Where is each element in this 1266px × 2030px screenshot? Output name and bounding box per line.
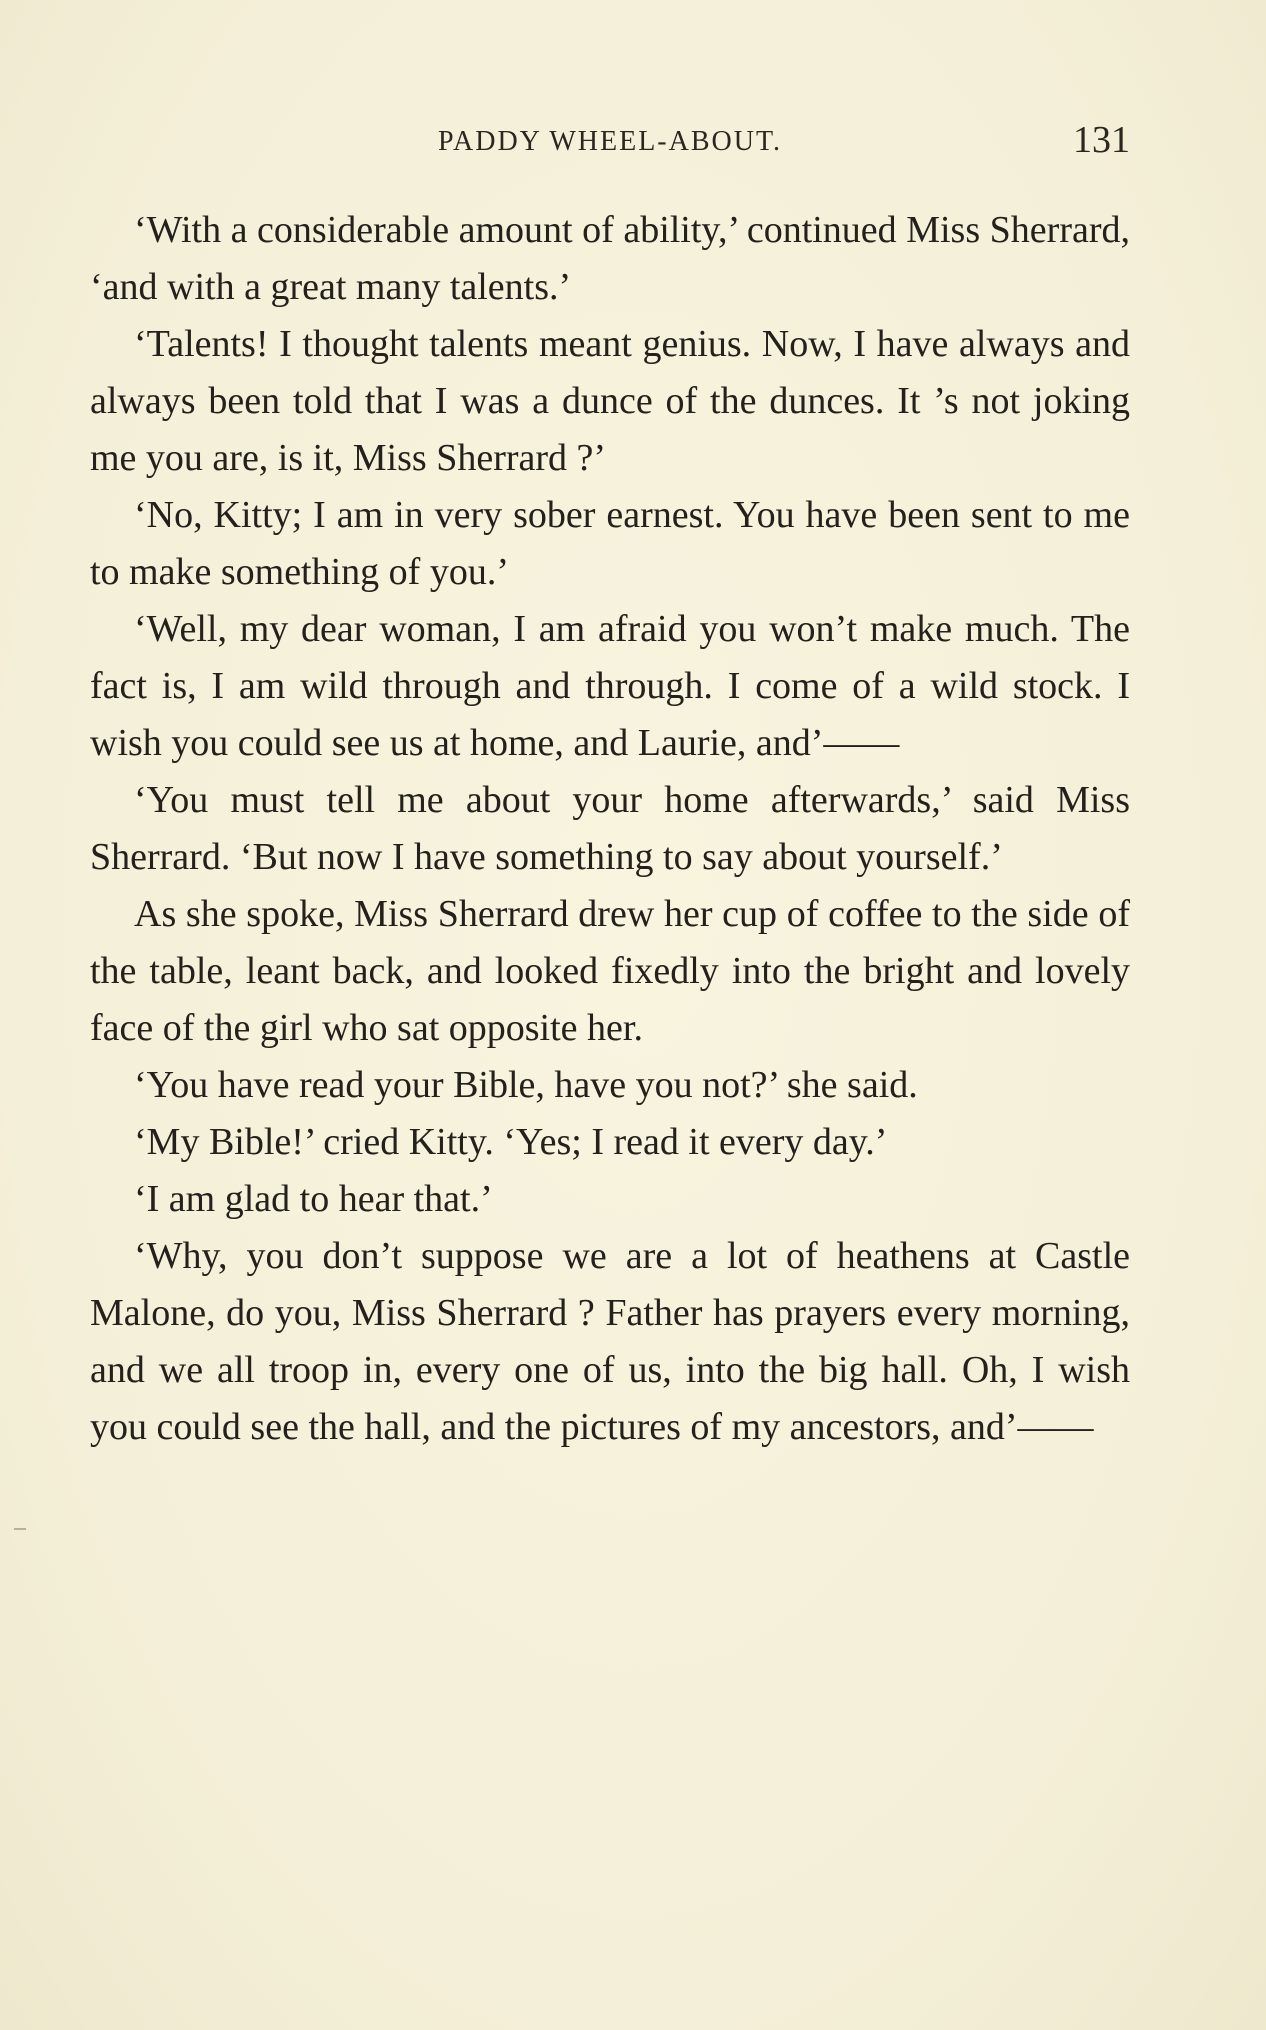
paragraph: ‘Talents! I thought talents meant genius. Now, I have always and always been told that I was a dunce of the dunces. It ’s not joking me you are, is it, Miss Sherrard ?’ (90, 323, 1130, 479)
paragraph: ‘I am glad to hear that.’ (134, 1178, 493, 1220)
paragraph: ‘Why, you don’t suppose we are a lot of heathens at Castle Malone, do you, Miss Sherrard ? Father has prayers every morning, and we all troop in, every one of us, into the big hall. Oh, I wish you could see the hall, and the pictures of my ancestors, and’—— (90, 1235, 1130, 1448)
paragraph: ‘With a considerable amount of ability,’ continued Miss Sherrard, ‘and with a great many talents.’ (90, 209, 1130, 308)
paragraph: ‘My Bible!’ cried Kitty. ‘Yes; I read it every day.’ (134, 1121, 888, 1163)
paragraph: ‘You have read your Bible, have you not?’ she said. (134, 1064, 918, 1106)
running-title: PADDY WHEEL-ABOUT. (438, 126, 782, 157)
page-number: 131 (1073, 119, 1130, 161)
body-text (90, 202, 1130, 1456)
paragraph: ‘You must tell me about your home afterwards,’ said Miss Sherrard. ‘But now I have something to say about yourself.’ (90, 779, 1130, 878)
paragraph: As she spoke, Miss Sherrard drew her cup of coffee to the side of the table, leant back, and looked fixedly into the bright and lovely face of the girl who sat opposite her. (90, 893, 1130, 1049)
running-head (90, 118, 1130, 168)
paragraph: ‘Well, my dear woman, I am afraid you won’t make much. The fact is, I am wild through and through. I come of a wild stock. I wish you could see us at home, and Laurie, and’—— (90, 608, 1130, 764)
paragraph: ‘No, Kitty; I am in very sober earnest. You have been sent to me to make something of you.’ (90, 494, 1130, 593)
margin-mark (14, 1528, 26, 1530)
